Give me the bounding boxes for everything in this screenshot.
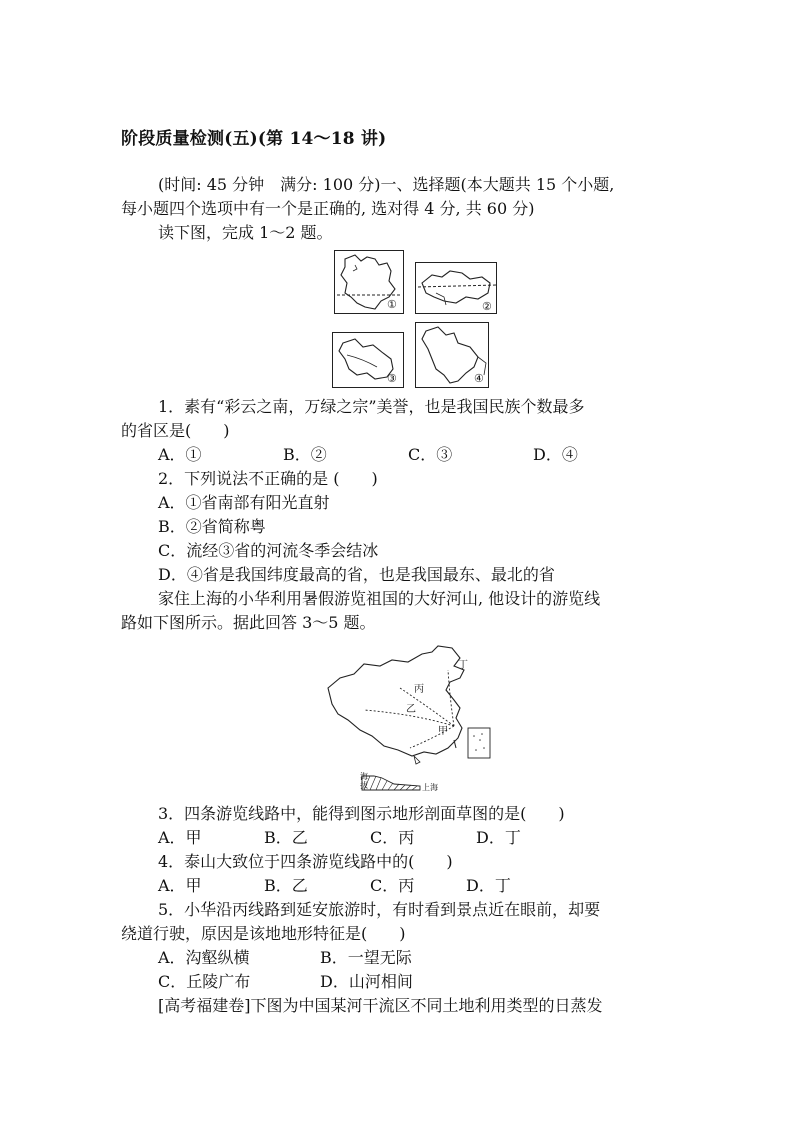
q2-option-b: B．②省简称粤 <box>158 517 266 536</box>
q3-option-c: C．丙 <box>370 828 415 847</box>
q5-option-c: C．丘陵广布 <box>158 972 251 991</box>
route-label-jia: 甲 <box>438 726 448 737</box>
q5-option-b: B．一望无际 <box>320 948 412 967</box>
china-route-map <box>324 644 504 794</box>
next-section-intro: [高考福建卷]下图为中国某河干流区不同土地利用类型的日蒸发 <box>158 996 603 1015</box>
route-label-bing: 丙 <box>414 684 424 695</box>
q1-option-c: C．③ <box>408 445 453 464</box>
q1-option-b: B．② <box>283 445 327 464</box>
intro-line-2: 每小题四个选项中有一个是正确的, 选对得 4 分, 共 60 分) <box>121 199 535 218</box>
q1-stem-line-1: 1．素有“彩云之南，万绿之宗”美誉，也是我国民族个数最多 <box>158 397 585 416</box>
map-number-4: ④ <box>474 372 484 385</box>
profile-city-label: 上海 <box>422 783 438 792</box>
route-label-yi: 乙 <box>406 704 416 715</box>
q5-stem-line-1: 5．小华沿丙线路到延安旅游时，有时看到景点近在眼前，却要 <box>158 900 601 919</box>
province-map-3 <box>332 332 404 388</box>
province-map-4 <box>415 322 489 388</box>
q4-option-d: D．丁 <box>466 876 511 895</box>
map-number-1: ① <box>387 298 397 311</box>
read-instruction-1: 读下图，完成 1～2 题。 <box>158 223 333 242</box>
q1-stem-line-2: 的省区是( ) <box>121 421 230 440</box>
map-number-2: ② <box>482 300 492 313</box>
q4-option-b: B．乙 <box>264 876 308 895</box>
q3-5-intro-line-2: 路如下图所示。据此回答 3～5 题。 <box>121 613 376 632</box>
map-number-3: ③ <box>387 372 397 385</box>
q1-option-d: D．④ <box>533 445 578 464</box>
q3-option-b: B．乙 <box>264 828 308 847</box>
province-map-2 <box>415 262 497 314</box>
q4-option-a: A．甲 <box>158 876 202 895</box>
q4-stem: 4．泰山大致位于四条游览线路中的( ) <box>158 852 453 871</box>
q2-option-d: D．④省是我国纬度最高的省，也是我国最东、最北的省 <box>158 565 555 584</box>
page-title: 阶段质量检测(五)(第 14～18 讲) <box>121 129 387 149</box>
q4-option-c: C．丙 <box>370 876 415 895</box>
q2-stem: 2．下列说法不正确的是 ( ) <box>158 469 378 488</box>
q5-stem-line-2: 绕道行驶，原因是该地地形特征是( ) <box>121 924 406 943</box>
q3-stem: 3．四条游览线路中，能得到图示地形剖面草图的是( ) <box>158 804 565 823</box>
q1-option-a: A．① <box>158 445 202 464</box>
profile-altitude-label: 海拔 <box>360 772 368 790</box>
q2-option-c: C．流经③省的河流冬季会结冰 <box>158 541 379 560</box>
q5-option-a: A．沟壑纵横 <box>158 948 250 967</box>
q5-option-d: D．山河相间 <box>320 972 413 991</box>
q3-option-a: A．甲 <box>158 828 202 847</box>
intro-line-1: (时间: 45 分钟 满分: 100 分)一、选择题(本大题共 15 个小题, <box>158 175 615 194</box>
q3-option-d: D．丁 <box>476 828 521 847</box>
route-label-ding: 丁 <box>458 660 468 671</box>
q3-5-intro-line-1: 家住上海的小华利用暑假游览祖国的大好河山, 他设计的游览线 <box>158 589 601 608</box>
q2-option-a: A．①省南部有阳光直射 <box>158 493 330 512</box>
province-map-1 <box>334 250 404 314</box>
